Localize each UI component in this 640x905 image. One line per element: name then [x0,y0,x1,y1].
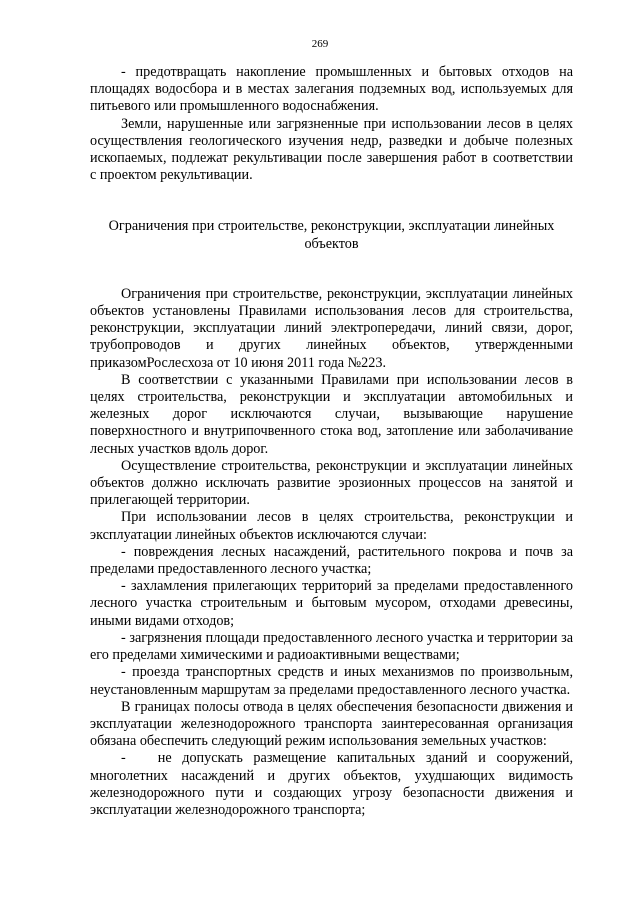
body-paragraph: В границах полосы отвода в целях обеспечения безопасности движения и эксплуатации железнодорожного транспорта заинтересованная организация обязана обеспечить следующий режим использования земельных участков: [90,698,573,750]
list-item: - загрязнения площади предоставленного лесного участка и территории за его пределами химическими и радиоактивными веществами; [90,629,573,664]
intro-paragraph: Земли, нарушенные или загрязненные при использовании лесов в целях осуществления геологического изучения недр, разведки и добыче полезных ископаемых, подлежат рекультивации после завершения работ в соответствии с проектом рекультивации. [90,115,573,184]
intro-paragraph: - предотвращать накопление промышленных и бытовых отходов на площадях водосбора и в местах залегания подземных вод, используемых для питьевого или промышленного водоснабжения. [90,64,573,115]
document-body [90,64,573,819]
list-item: - проезда транспортных средств и иных механизмов по произвольным, неустановленным маршрутам за пределами предоставленного лесного участка. [90,664,573,698]
list-dash: - [121,750,126,767]
regime-list-item [90,750,573,819]
body-paragraph: Ограничения при строительстве, реконструкции, эксплуатации линейных объектов установлены Правилами использования лесов для строительства, реконструкции, эксплуатации линий электропередачи, линий связи, дорог, трубопроводов и других линейных объектов, утвержденными приказомРослесхоза от 10 июня 2011 года №223. [90,285,573,371]
body-paragraph: В соответствии с указанными Правилами при использовании лесов в целях строительства, реконструкции и эксплуатации автомобильных и железных дорог исключаются случаи, вызывающие нарушение поверхностного и внутрипочвенного стока вод, затопление или заболачивание лесных участков вдоль дорог. [90,371,573,457]
body-paragraph: Осуществление строительства, реконструкции и эксплуатации линейных объектов должно исключать развитие эрозионных процессов на занятой и прилегающей территории. [90,457,573,509]
section-heading: Ограничения при строительстве, реконструкции, эксплуатации линейных объектов [108,218,555,252]
list-item: - захламления прилегающих территорий за пределами предоставленного лесного участка строительным и бытовым мусором, отходами древесины, иными видами отходов; [90,578,573,629]
body-paragraph: При использовании лесов в целях строительства, реконструкции и эксплуатации линейных объектов исключаются случаи: [90,509,573,543]
list-item: - повреждения лесных насаждений, растительного покрова и почв за пределами предоставленного лесного участка; [90,543,573,578]
list-item-text: не допускать размещение капитальных зданий и сооружений, многолетних насаждений и других объектов, ухудшающих видимость железнодорожного пути и создающих угрозу безопасности движения и эксплуатации железнодорожного транспорта; [90,750,573,818]
page-number: 269 [311,38,329,50]
